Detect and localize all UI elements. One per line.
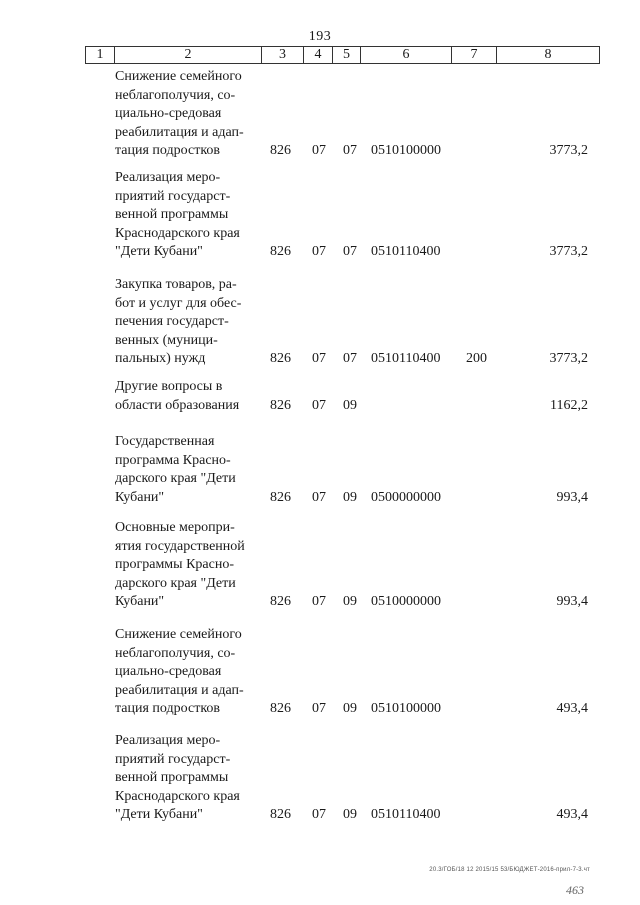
cell-c4: 07 bbox=[312, 489, 326, 505]
description-line: Другие вопросы в bbox=[115, 379, 223, 394]
row-description bbox=[115, 276, 252, 369]
description-line: "Дети Кубани" bbox=[115, 244, 203, 260]
cell-c8: 3773,2 bbox=[549, 244, 588, 260]
cell-c4: 07 bbox=[312, 143, 326, 159]
description-line: дарского края "Дети bbox=[115, 575, 236, 591]
header-col-8: 8 bbox=[544, 47, 552, 62]
cell-c5: 09 bbox=[343, 594, 357, 610]
description-line: циально-средовая bbox=[115, 106, 222, 122]
description-line: реабилитация и адап- bbox=[115, 124, 244, 140]
cell-c4: 07 bbox=[312, 594, 326, 610]
cell-c5: 09 bbox=[343, 701, 357, 717]
page-number: 193 bbox=[308, 29, 332, 44]
description-line: неблагополучия, со- bbox=[115, 645, 236, 661]
cell-c8: 3773,2 bbox=[549, 351, 588, 367]
cell-c3: 826 bbox=[270, 397, 291, 413]
row-description bbox=[115, 433, 252, 507]
row-description bbox=[115, 732, 252, 825]
cell-c3: 826 bbox=[270, 143, 291, 159]
description-line: Кубани" bbox=[115, 489, 165, 505]
description-line: Основные меропри- bbox=[115, 520, 235, 535]
description-line: венной программы bbox=[115, 770, 229, 786]
cell-c6: 0500000000 bbox=[371, 489, 441, 505]
description-line: венных (муници- bbox=[115, 332, 218, 348]
cell-c5: 07 bbox=[343, 143, 357, 159]
description-line: Краснодарского края bbox=[115, 788, 240, 804]
cell-c6: 0510000000 bbox=[371, 594, 441, 610]
cell-c5: 09 bbox=[343, 397, 357, 413]
cell-c4: 07 bbox=[312, 351, 326, 367]
cell-c8: 1162,2 bbox=[550, 397, 588, 413]
row-description bbox=[115, 626, 252, 719]
description-line: пальных) нужд bbox=[115, 351, 206, 367]
description-line: программа Красно- bbox=[115, 452, 231, 468]
header-col-4: 4 bbox=[304, 47, 333, 63]
cell-c5: 07 bbox=[343, 244, 357, 260]
cell-c3: 826 bbox=[270, 807, 291, 823]
cell-c4: 07 bbox=[312, 807, 326, 823]
row-description bbox=[115, 378, 252, 415]
row-description bbox=[115, 519, 252, 612]
cell-c4: 07 bbox=[312, 701, 326, 717]
cell-c8: 3773,2 bbox=[549, 143, 588, 159]
cell-c6: 0510110400 bbox=[371, 807, 441, 823]
cell-c5: 09 bbox=[343, 807, 357, 823]
description-line: тация подростков bbox=[115, 143, 221, 159]
cell-c6: 0510100000 bbox=[371, 701, 441, 717]
header-col-2: 2 bbox=[115, 47, 262, 63]
cell-c6: 0510100000 bbox=[371, 143, 441, 159]
cell-c8: 993,4 bbox=[556, 594, 588, 610]
row-description bbox=[115, 169, 252, 262]
cell-c3: 826 bbox=[270, 594, 291, 610]
row-description bbox=[115, 68, 252, 161]
description-line: Снижение семейного bbox=[115, 69, 242, 84]
footer-sheet-number: 463 bbox=[566, 883, 584, 897]
description-line: Кубани" bbox=[115, 594, 165, 610]
footer-document-code: 20.3/ГОБ/18 12 2015/15 53/БЮДЖЕТ-2016-прил-7-3.чт bbox=[429, 867, 590, 873]
cell-c8: 493,4 bbox=[556, 701, 588, 717]
description-line: ятия государственной bbox=[115, 538, 245, 554]
description-line: Краснодарского края bbox=[115, 225, 240, 241]
cell-c5: 07 bbox=[343, 351, 357, 367]
description-line: реабилитация и адап- bbox=[115, 682, 244, 698]
description-line: печения государст- bbox=[115, 314, 229, 330]
cell-c7: 200 bbox=[466, 351, 487, 367]
cell-c6: 0510110400 bbox=[371, 351, 441, 367]
cell-c5: 09 bbox=[343, 489, 357, 505]
description-line: приятий государст- bbox=[115, 751, 231, 767]
description-line: Закупка товаров, ра- bbox=[115, 277, 237, 292]
description-line: Реализация меро- bbox=[115, 733, 221, 748]
header-col-3: 3 bbox=[262, 47, 304, 63]
description-line: циально-средовая bbox=[115, 664, 222, 680]
description-line: неблагополучия, со- bbox=[115, 87, 236, 103]
cell-c3: 826 bbox=[270, 489, 291, 505]
cell-c3: 826 bbox=[270, 244, 291, 260]
description-line: области образования bbox=[115, 397, 240, 413]
description-line: "Дети Кубани" bbox=[115, 807, 203, 823]
header-col-7: 7 bbox=[452, 47, 497, 63]
cell-c8: 993,4 bbox=[556, 489, 588, 505]
cell-c4: 07 bbox=[312, 244, 326, 260]
description-line: дарского края "Дети bbox=[115, 471, 236, 487]
header-col-1: 1 bbox=[86, 47, 115, 63]
header-col-5: 5 bbox=[333, 47, 361, 63]
cell-c4: 07 bbox=[312, 397, 326, 413]
table-header-row bbox=[85, 46, 600, 64]
description-line: венной программы bbox=[115, 207, 229, 223]
description-line: Государственная bbox=[115, 434, 215, 449]
header-col-6: 6 bbox=[361, 47, 452, 63]
description-line: Реализация меро- bbox=[115, 170, 221, 185]
description-line: приятий государст- bbox=[115, 188, 231, 204]
cell-c3: 826 bbox=[270, 351, 291, 367]
description-line: тация подростков bbox=[115, 701, 221, 717]
cell-c6: 0510110400 bbox=[371, 244, 441, 260]
cell-c3: 826 bbox=[270, 701, 291, 717]
cell-c8: 493,4 bbox=[556, 807, 588, 823]
description-line: программы Красно- bbox=[115, 557, 234, 573]
description-line: бот и услуг для обес- bbox=[115, 295, 242, 311]
description-line: Снижение семейного bbox=[115, 627, 242, 642]
